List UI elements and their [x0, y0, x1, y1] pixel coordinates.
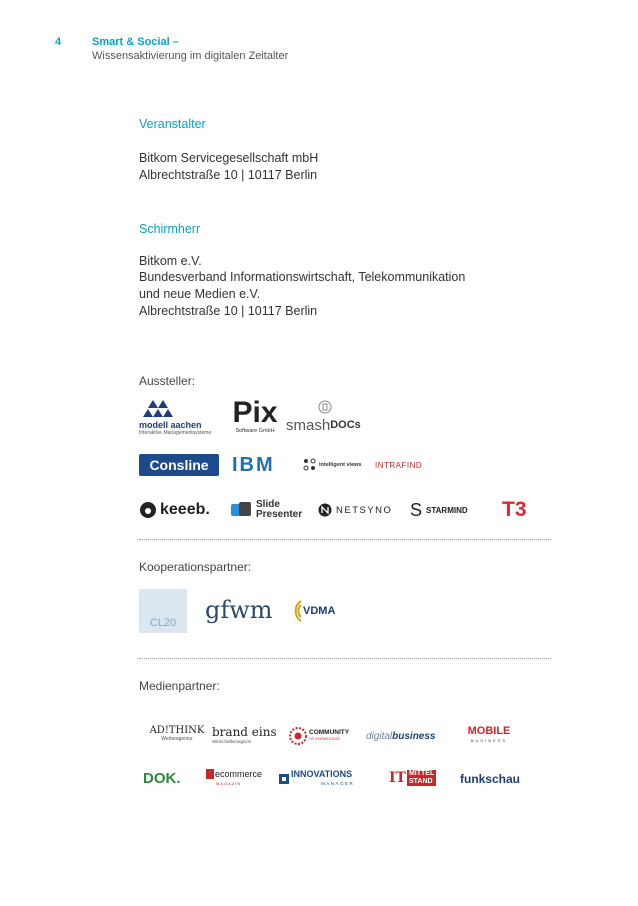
logo-slidepresenter: Slide Presenter: [231, 497, 311, 523]
logo-pix: Pix Software GmbH: [232, 396, 278, 434]
logo-cl20: CL20: [139, 589, 187, 633]
media-label: Medienpartner:: [139, 679, 220, 693]
exhibitors-label: Aussteller:: [139, 374, 196, 388]
patron-desc-1: Bundesverband Informationswirtschaft, Telekommunikation: [139, 270, 466, 284]
logo-intrafind: INTRAFIND: [375, 460, 423, 470]
logo-community: COMMUNITY OF KNOWLEDGE: [289, 725, 353, 747]
logo-gfwm: gfwm: [205, 596, 273, 624]
logo-mobile-business: MOBILE BUSINESS: [467, 725, 511, 743]
running-title: Smart & Social –: [92, 36, 179, 48]
logo-ecommerce: ecommerce MAGAZIN: [206, 769, 268, 789]
logo-funkschau: funkschau: [460, 772, 521, 786]
patron-address: Albrechtstraße 10 | 10117 Berlin: [139, 304, 318, 318]
patron-desc-2: und neue Medien e.V.: [139, 287, 261, 301]
logo-innovations-manager: INNOVATIONS MANAGER: [279, 769, 377, 789]
organizer-heading: Veranstalter: [139, 117, 206, 131]
logo-digitalbusiness: digital business: [366, 730, 436, 742]
logo-ibm: IBM: [232, 453, 275, 476]
vdma-arcs-icon: [287, 599, 303, 623]
logo-modell-aachen: modell aachen Interaktive Managementsysteme: [139, 400, 219, 438]
innovations-square-icon: [279, 774, 289, 784]
logo-dok: DOK.: [143, 769, 181, 787]
logo-keeeb: keeeb.: [139, 499, 219, 521]
running-subtitle: Wissensaktivierung im digitalen Zeitalter: [92, 50, 289, 62]
partners-label: Kooperationspartner:: [139, 560, 252, 574]
ecommerce-e-icon: [206, 769, 214, 779]
organizer-name: Bitkom Servicegesellschaft mbH: [139, 151, 319, 165]
starmind-s-icon: S: [410, 499, 423, 520]
logo-smashdoc: smash DOCs: [286, 400, 364, 436]
intelligent-views-dots-icon: [303, 458, 317, 472]
patron-name: Bitkom e.V.: [139, 254, 202, 268]
patron-heading: Schirmherr: [139, 222, 201, 236]
logo-adthink: AD!THINK Werbeagentur: [149, 725, 205, 742]
keeeb-icon: [139, 501, 157, 519]
netsyno-icon: [318, 503, 332, 517]
logo-t3: T3: [502, 498, 527, 521]
divider-1: [139, 539, 551, 540]
organizer-address: Albrechtstraße 10 | 10117 Berlin: [139, 168, 318, 182]
page-number: 4: [55, 36, 62, 48]
logo-starmind: S STARMIND: [410, 499, 468, 520]
modell-aachen-triangles-icon: [139, 400, 179, 420]
logo-intelligent-views: intelligent views: [303, 456, 365, 474]
logo-brandeins: brand eins Wirtschaftsmagazin: [212, 725, 277, 744]
logo-consline: Consline: [139, 454, 219, 476]
community-burst-icon: [289, 727, 307, 745]
logo-vdma: VDMA: [287, 596, 351, 626]
divider-2: [139, 658, 551, 659]
logo-it-mittelstand: IT MITTEL STAND: [389, 770, 435, 786]
smashdoc-cloud-icon: [318, 400, 332, 414]
logo-netsyno: NETSYNO: [318, 501, 396, 519]
slidepresenter-icon: [231, 501, 253, 519]
